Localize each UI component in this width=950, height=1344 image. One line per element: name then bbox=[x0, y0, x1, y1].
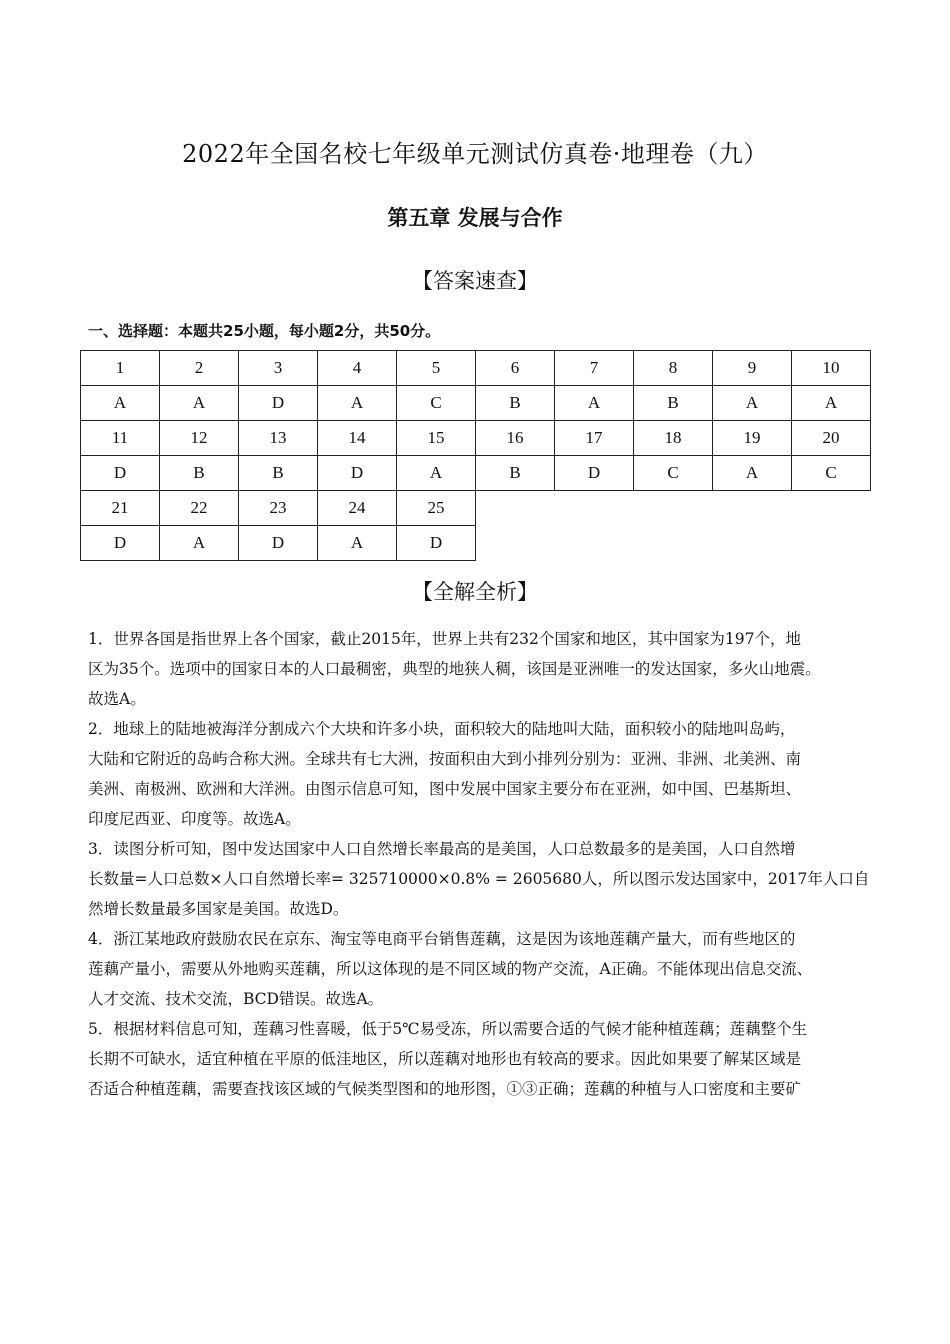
explanation-line: 人才交流、技术交流，BCD错误。故选A。 bbox=[88, 990, 384, 1008]
question-number-cell: 10 bbox=[792, 351, 871, 386]
question-number-cell: 22 bbox=[160, 491, 239, 526]
question-number-row bbox=[81, 491, 871, 526]
answer-cell: D bbox=[81, 526, 160, 561]
empty-cell bbox=[792, 491, 871, 526]
answer-cell: A bbox=[555, 386, 634, 421]
answer-cell: C bbox=[792, 456, 871, 491]
answer-cell: A bbox=[713, 386, 792, 421]
explanation-line: 大陆和它附近的岛屿合称大洲。全球共有七大洲，按面积由大到小排列分别为：亚洲、非洲、北美洲、南 bbox=[88, 750, 802, 768]
explanation-line: 3．读图分析可知，图中发达国家中人口自然增长率最高的是美国，人口总数最多的是美国，人口自然增 bbox=[88, 840, 796, 858]
answer-cell: A bbox=[713, 456, 792, 491]
answer-cell: A bbox=[318, 526, 397, 561]
empty-cell bbox=[476, 526, 555, 561]
question-number-cell: 21 bbox=[81, 491, 160, 526]
question-number-cell: 12 bbox=[160, 421, 239, 456]
explanation-line: 2．地球上的陆地被海洋分割成六个大块和许多小块，面积较大的陆地叫大陆，面积较小的陆地叫岛屿， bbox=[88, 720, 796, 738]
answer-cell: B bbox=[476, 386, 555, 421]
answer-cell: A bbox=[160, 386, 239, 421]
answer-cell: A bbox=[81, 386, 160, 421]
question-number-cell: 1 bbox=[81, 351, 160, 386]
answer-row bbox=[81, 526, 871, 561]
answer-cell: B bbox=[634, 386, 713, 421]
explanation-line: 莲藕产量小，需要从外地购买莲藕，所以这体现的是不同区域的物产交流，A正确。不能体现出信息交流、 bbox=[88, 960, 813, 978]
explanation-line: 印度尼西亚、印度等。故选A。 bbox=[88, 810, 301, 828]
empty-cell bbox=[476, 491, 555, 526]
answer-cell: A bbox=[792, 386, 871, 421]
empty-cell bbox=[792, 526, 871, 561]
answer-section-heading: 【答案速查】 bbox=[412, 269, 538, 293]
question-number-cell: 23 bbox=[239, 491, 318, 526]
question-number-cell: 5 bbox=[397, 351, 476, 386]
empty-cell bbox=[555, 526, 634, 561]
answer-cell: D bbox=[555, 456, 634, 491]
answer-row bbox=[81, 386, 871, 421]
question-number-cell: 14 bbox=[318, 421, 397, 456]
explanation-line: 否适合种植莲藕，需要查找该区域的气候类型图和的地形图，①③正确；莲藕的种植与人口密度和主要矿 bbox=[88, 1080, 802, 1098]
answer-cell: D bbox=[239, 386, 318, 421]
explanation-line: 然增长数量最多国家是美国。故选D。 bbox=[88, 900, 349, 918]
question-number-cell: 15 bbox=[397, 421, 476, 456]
question-number-row bbox=[81, 351, 871, 386]
answer-cell: C bbox=[397, 386, 476, 421]
explanation-line: 区为35个。选项中的国家日本的人口最稠密，典型的地狭人稠，该国是亚洲唯一的发达国家，多火山地震。 bbox=[88, 660, 821, 678]
empty-cell bbox=[634, 491, 713, 526]
question-number-cell: 19 bbox=[713, 421, 792, 456]
empty-cell bbox=[555, 491, 634, 526]
chapter-heading: 第五章 发展与合作 bbox=[387, 206, 563, 230]
question-intro: 一、选择题：本题共25小题，每小题2分，共50分。 bbox=[88, 322, 441, 340]
answer-cell: D bbox=[239, 526, 318, 561]
question-number-cell: 20 bbox=[792, 421, 871, 456]
question-number-cell: 7 bbox=[555, 351, 634, 386]
explanation-line: 美洲、南极洲、欧洲和大洋洲。由图示信息可知，图中发展中国家主要分布在亚洲，如中国、巴基斯坦、 bbox=[88, 780, 802, 798]
answer-cell: A bbox=[160, 526, 239, 561]
answer-cell: D bbox=[397, 526, 476, 561]
question-number-cell: 4 bbox=[318, 351, 397, 386]
explanation-line: 4．浙江某地政府鼓励农民在京东、淘宝等电商平台销售莲藕，这是因为该地莲藕产量大，而有些地区的 bbox=[88, 930, 796, 948]
question-number-cell: 2 bbox=[160, 351, 239, 386]
answer-row bbox=[81, 456, 871, 491]
explanations bbox=[88, 624, 888, 1104]
question-number-row bbox=[81, 421, 871, 456]
empty-cell bbox=[713, 491, 792, 526]
answer-cell: B bbox=[239, 456, 318, 491]
page-title: 2022年全国名校七年级单元测试仿真卷·地理卷（九） bbox=[182, 140, 768, 168]
explanation-line: 长数量=人口总数×人口自然增长率= 325710000×0.8% = 2605680人，所以图示发达国家中，2017年人口自 bbox=[88, 870, 870, 888]
question-number-cell: 3 bbox=[239, 351, 318, 386]
answer-cell: C bbox=[634, 456, 713, 491]
question-number-cell: 17 bbox=[555, 421, 634, 456]
question-number-cell: 24 bbox=[318, 491, 397, 526]
explanation-line: 故选A。 bbox=[88, 690, 146, 708]
answer-cell: D bbox=[81, 456, 160, 491]
question-number-cell: 6 bbox=[476, 351, 555, 386]
question-number-cell: 16 bbox=[476, 421, 555, 456]
question-number-cell: 13 bbox=[239, 421, 318, 456]
question-number-cell: 11 bbox=[81, 421, 160, 456]
empty-cell bbox=[713, 526, 792, 561]
answer-cell: B bbox=[160, 456, 239, 491]
question-number-cell: 25 bbox=[397, 491, 476, 526]
answer-cell: A bbox=[397, 456, 476, 491]
answer-cell: A bbox=[318, 386, 397, 421]
answer-cell: D bbox=[318, 456, 397, 491]
question-number-cell: 18 bbox=[634, 421, 713, 456]
analysis-section-heading: 【全解全析】 bbox=[412, 580, 538, 604]
explanation-line: 1．世界各国是指世界上各个国家，截止2015年，世界上共有232个国家和地区，其中国家为197个，地 bbox=[88, 630, 801, 648]
answer-table bbox=[80, 350, 871, 561]
explanation-line: 长期不可缺水，适宜种植在平原的低洼地区，所以莲藕对地形也有较高的要求。因此如果要了解某区域是 bbox=[88, 1050, 802, 1068]
question-number-cell: 9 bbox=[713, 351, 792, 386]
question-number-cell: 8 bbox=[634, 351, 713, 386]
answer-cell: B bbox=[476, 456, 555, 491]
empty-cell bbox=[634, 526, 713, 561]
explanation-line: 5．根据材料信息可知，莲藕习性喜暖，低于5℃易受冻，所以需要合适的气候才能种植莲藕；莲藕整个生 bbox=[88, 1020, 808, 1038]
